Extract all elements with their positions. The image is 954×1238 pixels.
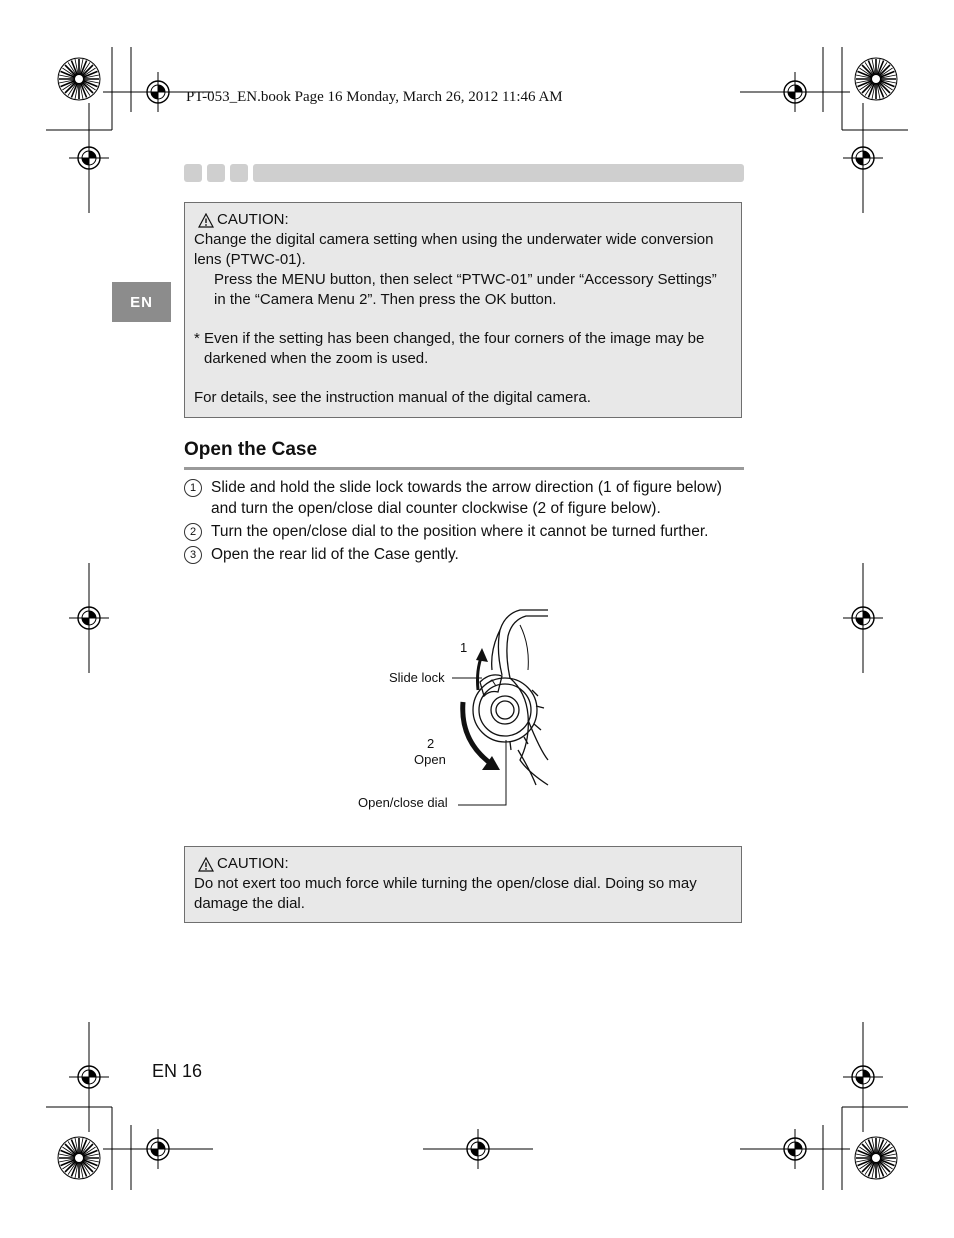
page-number: EN 16 (152, 1061, 203, 1081)
step-item (184, 522, 749, 543)
step-text: Open the rear lid of the Case gently. (211, 545, 459, 563)
bar-square (207, 164, 225, 182)
caution-heading (198, 854, 732, 874)
bar-strip (253, 164, 744, 182)
bar-square (230, 164, 248, 182)
warning-icon (198, 857, 214, 872)
step-text: Slide and hold the slide lock towards the arrow direction (1 of figure below) and turn the open/close dial counter clockwise (2 of figure below). (211, 479, 722, 517)
step-item (184, 478, 749, 519)
figure-label-1: 1 (460, 640, 468, 655)
caution-text: Do not exert too much force while turning the open/close dial. Doing so may damage the dial. (194, 875, 697, 912)
warning-icon (198, 213, 214, 228)
caution-heading (198, 210, 732, 230)
language-tab: EN (112, 282, 171, 322)
step-number: 3 (184, 546, 202, 564)
step-number: 1 (184, 479, 202, 497)
step-number: 2 (184, 523, 202, 541)
step-item (184, 545, 749, 566)
caution-title: CAUTION: (217, 211, 289, 228)
caution-instruction: Press the MENU button, then select “PTWC-01” under “Accessory Settings” in the “Camera Menu 2”. Then press the OK button. (214, 271, 717, 308)
section-heading: Open the Case (184, 439, 744, 470)
figure-label-2: 2 (427, 736, 435, 751)
caution-title: CAUTION: (217, 855, 289, 872)
caution-box-lens (184, 202, 742, 418)
figure-label-slide-lock: Slide lock (389, 670, 445, 685)
step-list (184, 478, 749, 568)
step-text: Turn the open/close dial to the position where it cannot be turned further. (211, 522, 709, 540)
print-header: PT-053_EN.book Page 16 Monday, March 26, 2012 11:46 AM (186, 89, 563, 105)
caution-box-dial (184, 846, 742, 923)
bar-square (184, 164, 202, 182)
figure-label-dial: Open/close dial (358, 795, 448, 810)
caution-details: For details, see the instruction manual of the digital camera. (194, 389, 591, 406)
section-bar (184, 164, 744, 182)
case-illustration (340, 600, 560, 815)
figure-label-open: Open (414, 752, 446, 767)
caution-note: * Even if the setting has been changed, the four corners of the image may be darkened when the zoom is used. (194, 330, 705, 367)
caution-text: Change the digital camera setting when using the underwater wide conversion lens (PTWC-01). (194, 231, 714, 268)
